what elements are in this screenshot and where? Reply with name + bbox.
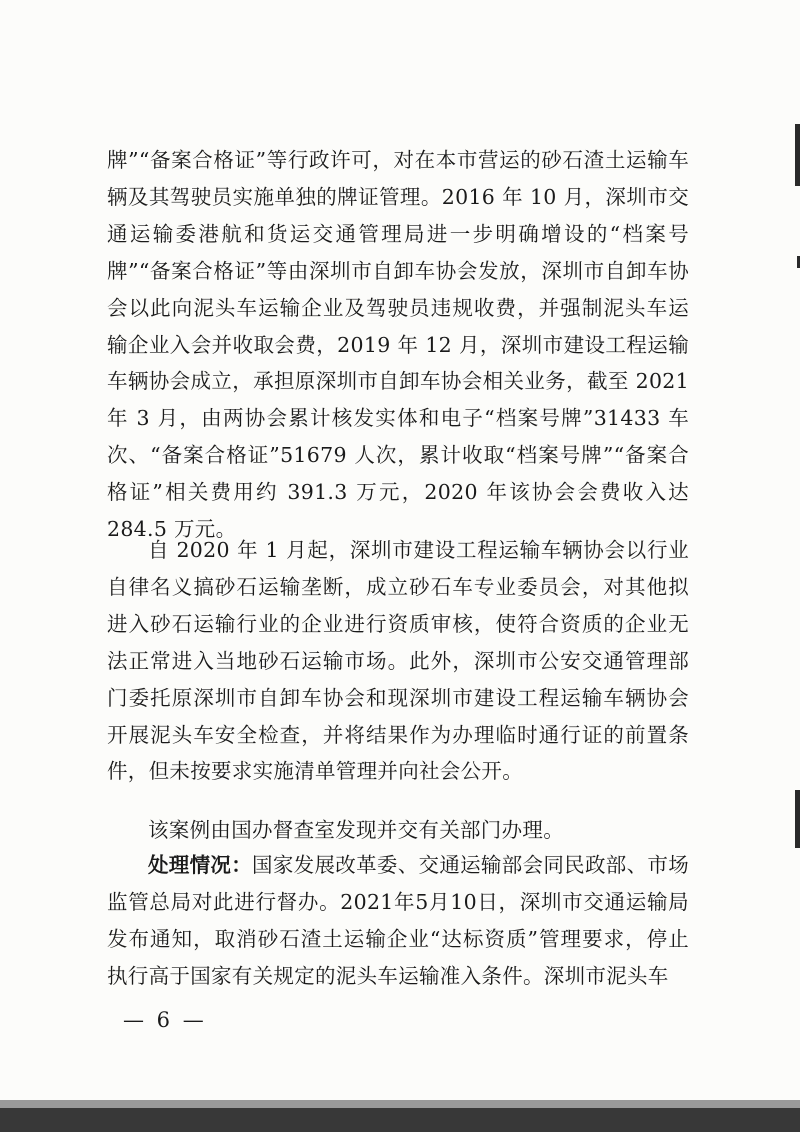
body-paragraph-1: 牌”“备案合格证”等行政许可，对在本市营运的砂石渣土运输车辆及其驾驶员实施单独的牌证管理。2016 年 10 月，深圳市交通运输委港航和货运交通管理局进一步明确增设的“档案号牌”“备案合格证”等由深圳市自卸车协会发放，深圳市自卸车协会以此向泥头车运输企业及驾驶员违规收费，并强制泥头车运输企业入会并收取会费，2019 年 12 月，深圳市建设工程运输车辆协会成立，承担原深圳市自卸车协会相关业务，截至 2021 年 3 月，由两协会累计核发实体和电子“档案号牌”31433 车次、“备案合格证”51679 人次，累计收取“档案号牌”“备案合格证”相关费用约 391.3 万元，2020 年该协会会费收入达 284.5 万元。 <box>107 148 689 542</box>
scan-bottom-shadow <box>0 1100 800 1108</box>
handling-paragraph <box>107 847 689 995</box>
scan-bottom-border <box>0 1108 800 1132</box>
scan-edge-mark <box>795 790 800 848</box>
scan-edge-mark <box>795 124 800 186</box>
body-paragraph-3: 该案例由国办督查室发现并交有关部门办理。 <box>148 818 564 842</box>
handling-label: 处理情况： <box>148 853 253 877</box>
handling-text: 国家发展改革委、交通运输部会同民政部、市场监管总局对此进行督办。2021年5月10日，深圳市交通运输局发布通知，取消砂石渣土运输企业“达标资质”管理要求，停止执行高于国家有关规定的泥头车运输准入条件。深圳市泥头车 <box>107 853 689 988</box>
body-paragraph-2: 自 2020 年 1 月起，深圳市建设工程运输车辆协会以行业自律名义搞砂石运输垄断，成立砂石车专业委员会，对其他拟进入砂石运输行业的企业进行资质审核，使符合资质的企业无法正常进入当地砂石运输市场。此外，深圳市公安交通管理部门委托原深圳市自卸车协会和现深圳市建设工程运输车辆协会开展泥头车安全检查，并将结果作为办理临时通行证的前置条件，但未按要求实施清单管理并向社会公开。 <box>107 538 689 784</box>
page-number: — 6 — <box>123 1008 207 1032</box>
